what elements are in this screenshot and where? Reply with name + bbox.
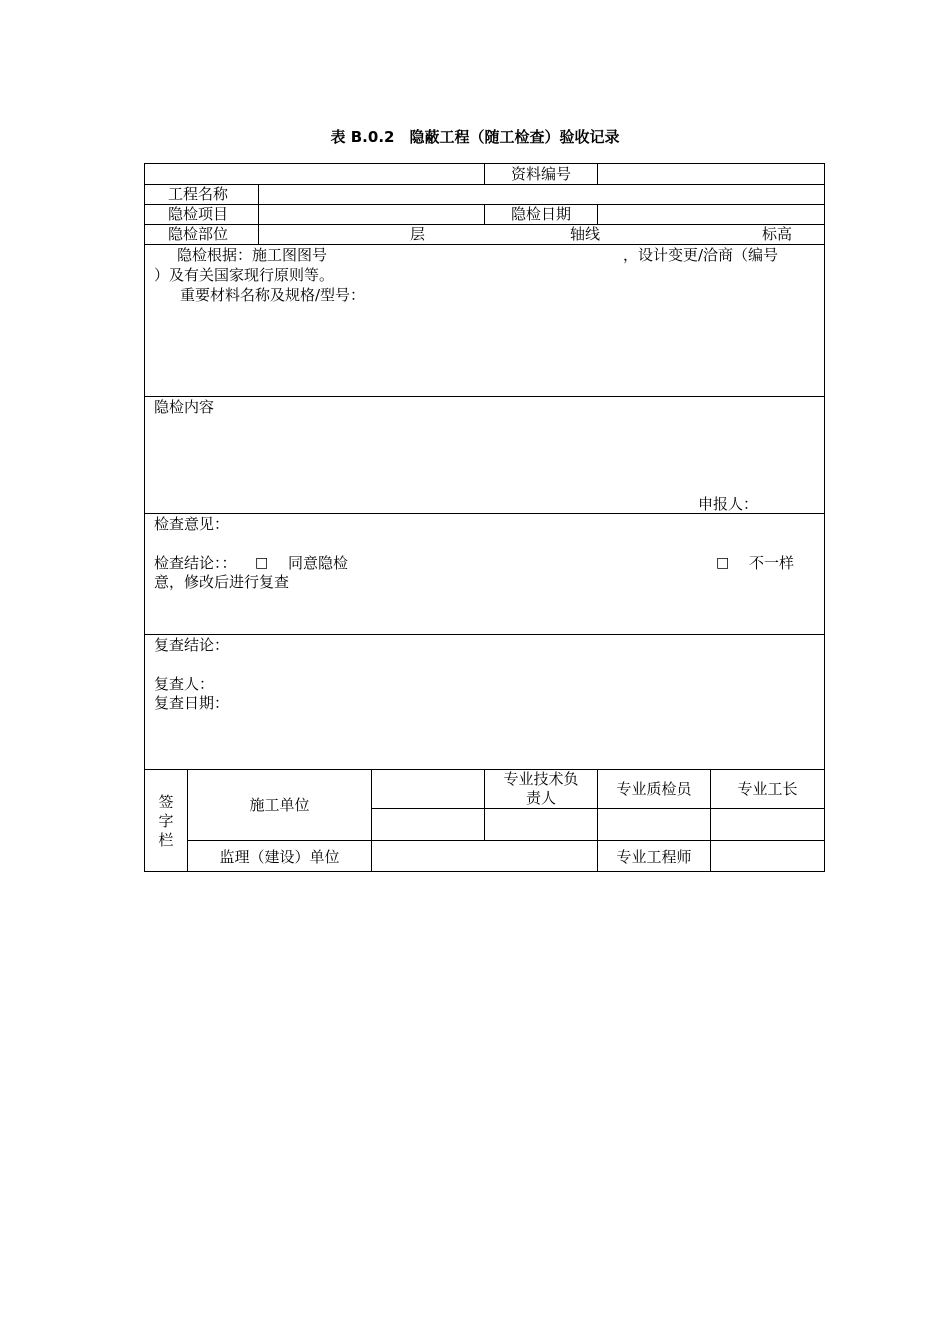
opinion-label: 检查意见： xyxy=(154,515,230,533)
inspection-record-form xyxy=(144,163,825,872)
content-label: 隐检内容 xyxy=(154,398,215,416)
grid-line xyxy=(145,244,824,245)
review-conclusion-label: 复查结论： xyxy=(154,636,230,654)
signature-column-char: 签 xyxy=(158,793,174,811)
grid-line xyxy=(597,204,598,224)
grid-line xyxy=(145,184,824,185)
axis-label: 轴线 xyxy=(570,225,601,243)
engineer-label: 专业工程师 xyxy=(616,848,692,866)
grid-line xyxy=(371,769,372,871)
disagree-option-label: 不一样 xyxy=(749,554,795,572)
basis-line-2: ）及有关国家现行原则等。 xyxy=(154,266,335,284)
date-label: 隐检日期 xyxy=(510,205,571,223)
materials-label: 重要材料名称及规格/型号： xyxy=(180,286,366,304)
grid-line xyxy=(145,224,824,225)
grid-line xyxy=(258,184,259,244)
tech-lead-label-line-1: 专业技术负 xyxy=(503,770,579,788)
grid-line xyxy=(187,840,824,841)
grid-line xyxy=(145,396,824,397)
doc-no-label: 资料编号 xyxy=(510,165,571,183)
review-date-label: 复查日期： xyxy=(154,694,230,712)
floor-label: 层 xyxy=(410,225,426,243)
agree-checkbox[interactable]: □ xyxy=(255,555,269,571)
elevation-label: 标高 xyxy=(762,225,793,243)
basis-line-1-right: ，设计变更/洽商（编号 xyxy=(623,246,779,264)
disagree-option-continued: 意，修改后进行复查 xyxy=(154,573,290,591)
item-label: 隐检项目 xyxy=(168,205,229,223)
grid-line xyxy=(597,164,598,184)
foreman-label: 专业工长 xyxy=(737,780,798,798)
disagree-checkbox[interactable]: □ xyxy=(716,555,730,571)
construction-unit-label: 施工单位 xyxy=(249,796,310,814)
basis-line-1: 隐检根据：施工图图号 xyxy=(177,246,328,264)
signature-column-char: 栏 xyxy=(158,831,174,849)
qc-inspector-label: 专业质检员 xyxy=(616,780,692,798)
agree-option-label: 同意隐检 xyxy=(288,554,349,572)
reporter-label: 申报人： xyxy=(698,495,759,513)
project-name-label: 工程名称 xyxy=(168,185,229,203)
signature-column-char: 字 xyxy=(158,812,174,830)
tech-lead-label-line-2: 责人 xyxy=(525,789,556,807)
conclusion-prefix: 检查结论：： xyxy=(154,554,237,572)
grid-line xyxy=(145,634,824,635)
location-label: 隐检部位 xyxy=(168,225,229,243)
form-title: 表 B.0.2 隐蔽工程（随工检查）验收记录 xyxy=(330,128,620,146)
reviewer-label: 复查人： xyxy=(154,675,215,693)
supervision-unit-label: 监理（建设）单位 xyxy=(219,848,340,866)
